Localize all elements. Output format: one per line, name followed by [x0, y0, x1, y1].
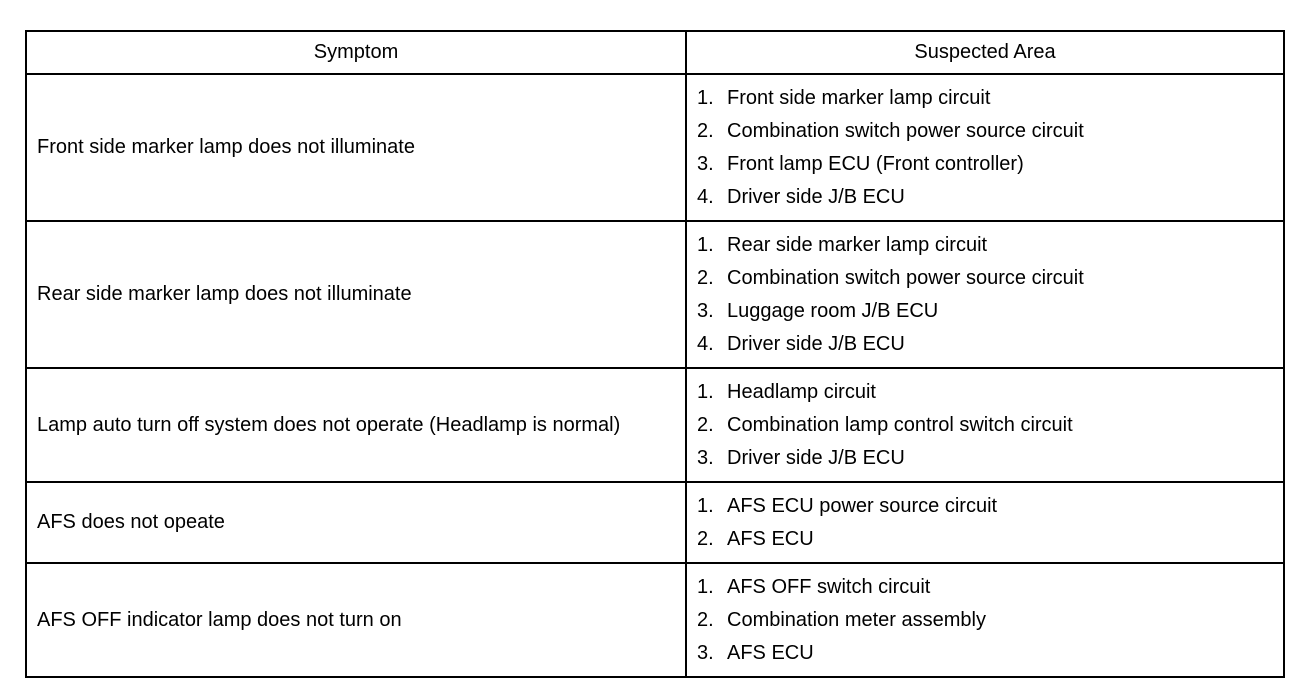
item-number: 2. [697, 414, 714, 436]
list-item [697, 409, 1283, 442]
suspected-area-cell [686, 563, 1284, 677]
item-text: Combination switch power source circuit [727, 120, 1084, 142]
item-number: 1. [697, 576, 714, 598]
list-item [697, 571, 1283, 604]
suspected-area-cell [686, 368, 1284, 482]
suspected-area-list [697, 483, 1283, 562]
list-item [697, 328, 1283, 361]
item-text: AFS ECU [727, 642, 814, 664]
suspected-area-cell [686, 482, 1284, 563]
list-item [697, 262, 1283, 295]
item-text: Front side marker lamp circuit [727, 87, 991, 109]
item-text: AFS ECU power source circuit [727, 495, 998, 517]
item-number: 4. [697, 333, 714, 355]
list-item [697, 523, 1283, 556]
list-item [697, 490, 1283, 523]
symptom-cell: Lamp auto turn off system does not operate (Headlamp is normal) [26, 368, 686, 482]
item-text: Combination meter assembly [727, 609, 986, 631]
item-text: AFS OFF switch circuit [727, 576, 931, 598]
item-number: 1. [697, 234, 714, 256]
symptom-cell: AFS OFF indicator lamp does not turn on [26, 563, 686, 677]
symptom-cell: Front side marker lamp does not illuminate [26, 74, 686, 221]
item-text: Driver side J/B ECU [727, 333, 905, 355]
item-text: Combination lamp control switch circuit [727, 414, 1073, 436]
item-text: Driver side J/B ECU [727, 186, 905, 208]
item-text: Driver side J/B ECU [727, 447, 905, 469]
symptom-table [25, 30, 1285, 678]
list-item [697, 637, 1283, 670]
item-number: 2. [697, 609, 714, 631]
item-number: 3. [697, 153, 714, 175]
list-item [697, 115, 1283, 148]
item-text: Rear side marker lamp circuit [727, 234, 988, 256]
symptom-cell: AFS does not opeate [26, 482, 686, 563]
item-text: Combination switch power source circuit [727, 267, 1084, 289]
suspected-area-cell [686, 221, 1284, 368]
suspected-area-list [697, 564, 1283, 676]
list-item [697, 442, 1283, 475]
item-number: 3. [697, 447, 714, 469]
table-header-row [26, 31, 1284, 74]
list-item [697, 82, 1283, 115]
item-number: 3. [697, 300, 714, 322]
suspected-area-header: Suspected Area [686, 31, 1284, 74]
item-number: 1. [697, 381, 714, 403]
symptom-cell: Rear side marker lamp does not illuminate [26, 221, 686, 368]
list-item [697, 376, 1283, 409]
suspected-area-list [697, 75, 1283, 220]
item-number: 2. [697, 267, 714, 289]
list-item [697, 148, 1283, 181]
item-number: 3. [697, 642, 714, 664]
item-number: 1. [697, 495, 714, 517]
item-text: Luggage room J/B ECU [727, 300, 939, 322]
table-row [26, 482, 1284, 563]
suspected-area-list [697, 369, 1283, 481]
item-number: 4. [697, 186, 714, 208]
table-row [26, 563, 1284, 677]
list-item [697, 295, 1283, 328]
item-number: 1. [697, 87, 714, 109]
item-number: 2. [697, 120, 714, 142]
list-item [697, 604, 1283, 637]
suspected-area-list [697, 222, 1283, 367]
list-item [697, 229, 1283, 262]
table-row [26, 368, 1284, 482]
item-number: 2. [697, 528, 714, 550]
symptom-header: Symptom [26, 31, 686, 74]
table-row [26, 74, 1284, 221]
item-text: AFS ECU [727, 528, 814, 550]
list-item [697, 181, 1283, 214]
table-row [26, 221, 1284, 368]
item-text: Front lamp ECU (Front controller) [727, 153, 1024, 175]
item-text: Headlamp circuit [727, 381, 876, 403]
suspected-area-cell [686, 74, 1284, 221]
